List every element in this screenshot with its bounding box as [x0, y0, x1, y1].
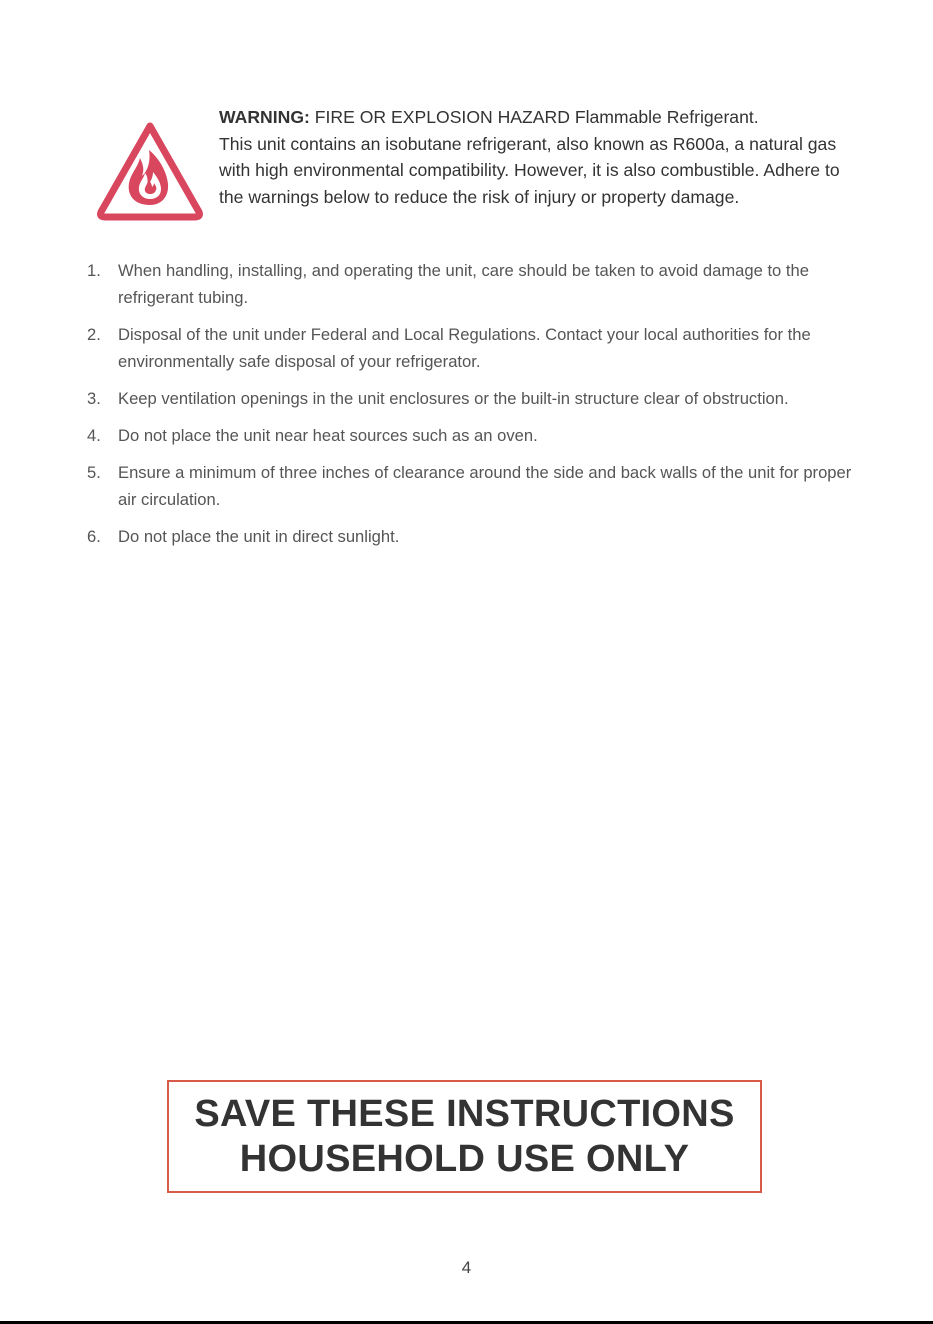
- warning-headline: FIRE OR EXPLOSION HAZARD Flammable Refrigerant.: [309, 107, 759, 127]
- notice-line-2: HOUSEHOLD USE ONLY: [239, 1137, 690, 1180]
- item-text: Do not place the unit near heat sources such as an oven.: [118, 426, 538, 445]
- list-item: [87, 321, 857, 375]
- item-text: Keep ventilation openings in the unit enclosures or the built-in structure clear of obstruction.: [118, 389, 789, 408]
- item-text: When handling, installing, and operating the unit, care should be taken to avoid damage to the refrigerant tubing.: [118, 261, 809, 307]
- list-item: [87, 459, 857, 513]
- warning-label: WARNING:: [219, 107, 310, 127]
- warning-heading: [219, 104, 859, 131]
- item-number: 3.: [87, 389, 101, 408]
- item-text: Do not place the unit in direct sunlight.: [118, 527, 400, 546]
- item-text: Disposal of the unit under Federal and Local Regulations. Contact your local authorities for the environmentally safe disposal of your refrigerator.: [118, 325, 811, 371]
- page-number: 4: [461, 1258, 472, 1277]
- list-item: [87, 385, 857, 412]
- list-item: [87, 257, 857, 311]
- list-item: [87, 523, 857, 550]
- warning-block: [219, 104, 859, 210]
- item-number: 6.: [87, 527, 101, 546]
- item-number: 5.: [87, 463, 101, 482]
- item-text: Ensure a minimum of three inches of clearance around the side and back walls of the unit for proper air circulation.: [118, 463, 852, 509]
- item-number: 1.: [87, 261, 101, 280]
- notice-line-1: SAVE THESE INSTRUCTIONS: [194, 1092, 735, 1135]
- warning-body: This unit contains an isobutane refrigerant, also known as R600a, a natural gas with high environmental compatibility. However, it is also combustible. Adhere to the warnings below to reduce the risk of injury or property damage.: [219, 133, 840, 207]
- flammable-warning-icon: [96, 120, 204, 222]
- item-number: 4.: [87, 426, 101, 445]
- item-number: 2.: [87, 325, 101, 344]
- save-instructions-notice: [167, 1080, 762, 1193]
- warning-list: [87, 257, 857, 560]
- list-item: [87, 422, 857, 449]
